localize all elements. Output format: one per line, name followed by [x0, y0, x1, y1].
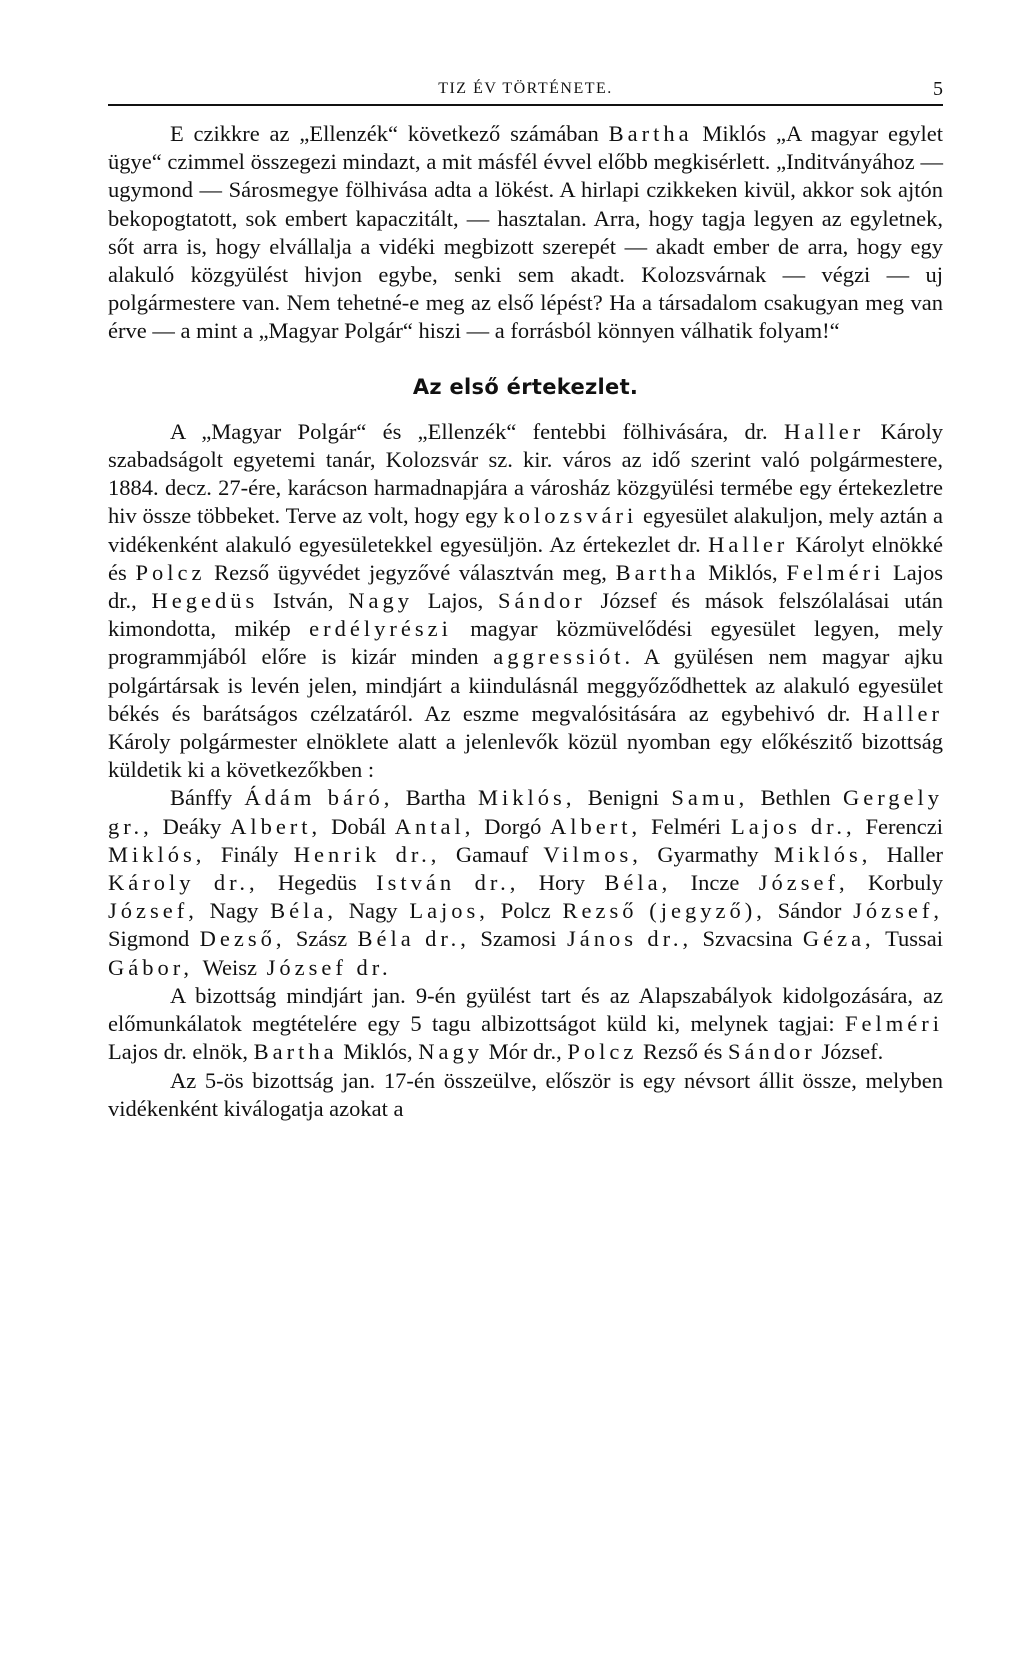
page-number: 5: [933, 78, 943, 100]
spaced-emphasis: Vilmos,: [528, 841, 658, 867]
text-run: Károly polgármester elnöklete alatt a jelenlevők közül nyomban egy előkészitő bizottság küldetik ki a következőkben :: [108, 729, 943, 783]
spaced-emphasis: Haller: [708, 531, 789, 557]
spaced-emphasis: Géza,: [792, 926, 886, 952]
text-run: E czikkre az „Ellenzék“ következő számában: [170, 121, 609, 146]
spaced-emphasis: Hegedüs: [151, 588, 259, 614]
spaced-emphasis: Haller: [784, 418, 865, 444]
text-run: Finály: [220, 841, 279, 867]
text-run: Incze: [690, 870, 740, 896]
spaced-emphasis: Béla,: [258, 898, 349, 924]
text-run: Gyarmathy: [657, 841, 759, 867]
spaced-emphasis: Gábor,: [108, 954, 203, 980]
text-run: József.: [815, 1039, 884, 1065]
text-run: Az 5-ös bizottság jan. 17-én összeülve, először is egy névsort állit össze, melyben vidékenként kiválogatja azokat a: [108, 1067, 943, 1121]
text-run: magyar közmüvelődési egyesület legyen, mely programmjából előre is kizár minden: [108, 616, 943, 670]
text-run: Lajos dr.,: [108, 559, 943, 614]
spaced-emphasis: Polcz: [135, 559, 206, 585]
text-run: Rezső és: [637, 1039, 728, 1065]
text-run: A „Magyar Polgár“ és „Ellenzék“ fentebbi fölhivására, dr.: [170, 418, 784, 444]
spaced-emphasis: Nagy: [418, 1039, 483, 1065]
text-run: Ferenczi: [865, 813, 943, 839]
text-run: Szász: [295, 926, 348, 952]
running-title: TIZ ÉV TÖRTÉNETE.: [438, 80, 613, 97]
spaced-emphasis: József dr.: [257, 954, 392, 980]
spaced-emphasis: Sándor: [727, 1039, 816, 1065]
spaced-emphasis: Antal,: [386, 813, 485, 839]
text-run: Rezső ügyvédet jegyzővé választván meg,: [205, 559, 616, 585]
spaced-emphasis: József,: [841, 898, 944, 924]
text-run: Miklós,: [337, 1039, 419, 1065]
spaced-emphasis: Haller: [862, 700, 943, 726]
text-run: Benigni: [587, 785, 660, 811]
spaced-emphasis: Samu,: [659, 785, 761, 811]
spaced-emphasis: Rezső (jegyző),: [550, 898, 778, 924]
text-run: Tussai: [885, 926, 944, 952]
text-run: Szamosi: [480, 926, 557, 952]
text-run: Felméri: [651, 813, 722, 839]
text-run: Miklós,: [699, 559, 787, 585]
paragraph: [108, 1067, 943, 1123]
spaced-emphasis: aggressiót: [493, 644, 625, 670]
spaced-emphasis: József,: [108, 898, 210, 924]
spaced-emphasis: Sándor: [498, 588, 586, 614]
spaced-emphasis: kolozsvári: [503, 503, 638, 529]
text-run: A bizottság mindjárt jan. 9-én gyülést tart és az Alapszabályok kidolgozására, az előmunkálatok megtételére egy 5 tagu albizottságot küld ki, melynek tagjai:: [108, 982, 943, 1037]
paragraph: [108, 784, 943, 981]
spaced-emphasis: Lajos,: [397, 898, 501, 924]
spaced-emphasis: Bartha: [608, 121, 693, 146]
spaced-emphasis: Bartha: [615, 559, 700, 585]
body-text: [108, 120, 943, 1123]
text-run: Miklós „A magyar egylet ügye“ czimmel összegezi mindazt, a mit másfél évvel előbb megkisérlett. „Inditványához — ugymond — Sárosmegye fölhivása adta a lökést. A hirlapi czikkeken kivül, akkor sok ajtón bekopogtatott, sok embert kapaczitált, — hasztalan. Arra, hogy tagja legyen az egyletnek, sőt arra is, hogy elvállalja a vidéki megbizott szerepét — akadt ember de arra, hogy egy alakuló közgyülést hivjon egybe, senki sem akadt. Kolozsvárnak — végzi — uj polgármestere van. Nem tehetné-e meg az első lépést? Ha a társadalom csakugyan meg van érve — a mint a „Magyar Polgár“ hiszi — a forrásból könnyen válhatik folyam!“: [108, 121, 943, 344]
text-run: Hegedüs: [278, 870, 357, 896]
text-run: Nagy: [209, 898, 259, 924]
spaced-emphasis: Felméri: [845, 1011, 943, 1037]
spaced-emphasis: erdélyrészi: [309, 616, 452, 642]
spaced-emphasis: Dezső,: [189, 926, 296, 952]
book-page: [108, 78, 943, 1123]
text-run: . A gyülésen nem magyar ajku polgártársak is levén jelen, mindjárt a kiindulásnál meggyőződhettek az alakuló egyesület békés és barátságos czélzatáról. Az eszme megvalósitására az egybehivó dr.: [108, 644, 943, 726]
spaced-emphasis: Béla,: [584, 870, 691, 896]
spaced-emphasis: Henrik dr.,: [278, 841, 456, 867]
paragraph: [108, 120, 943, 346]
spaced-emphasis: Albert,: [541, 813, 652, 839]
text-run: Dobál: [331, 813, 387, 839]
spaced-emphasis: Béla dr.,: [347, 926, 481, 952]
text-run: Mór dr.,: [482, 1039, 568, 1065]
spaced-emphasis: Miklós,: [108, 841, 221, 867]
text-run: József és mások felszólalásai után kimondotta, mikép: [108, 588, 943, 642]
text-run: Sándor: [777, 898, 842, 924]
text-run: Hory: [538, 870, 585, 896]
paragraph: [108, 982, 943, 1067]
spaced-emphasis: István dr.,: [356, 870, 539, 896]
running-header: [108, 78, 943, 106]
section-heading: Az első értekezlet.: [412, 374, 639, 399]
text-run: Dorgó: [484, 813, 542, 839]
spaced-emphasis: Ádám báró,: [232, 785, 406, 811]
text-run: Korbuly: [868, 870, 944, 896]
spaced-emphasis: János dr.,: [556, 926, 703, 952]
spaced-emphasis: Bartha: [253, 1039, 338, 1065]
text-run: Bartha: [405, 785, 466, 811]
spaced-emphasis: Polcz: [567, 1039, 638, 1065]
text-run: egyesület alakuljon, mely aztán a vidékenként alakuló egyesületekkel egyesüljön. Az értekezlet dr.: [108, 503, 943, 557]
spaced-emphasis: Albert,: [221, 813, 332, 839]
spaced-emphasis: Miklós,: [758, 841, 887, 867]
spaced-emphasis: Felméri: [786, 559, 885, 585]
paragraph: [108, 418, 943, 785]
text-run: Sigmond: [108, 926, 190, 952]
spaced-emphasis: Miklós,: [465, 785, 588, 811]
text-run: Bánffy: [170, 785, 233, 811]
text-run: Bethlen: [760, 785, 831, 811]
text-run: Gamauf: [455, 841, 529, 867]
spaced-emphasis: Lajos dr.,: [721, 813, 866, 839]
spaced-emphasis: Nagy: [348, 588, 413, 614]
text-run: István,: [258, 588, 349, 614]
spaced-emphasis: Gergely gr.,: [108, 785, 944, 839]
text-run: Deáky: [162, 813, 222, 839]
text-run: Károly szabadságolt egyetemi tanár, Kolozsvár sz. kir. város az idő szerint való polgármestere, 1884. decz. 27-ére, karácson harmadnapjára a városház közgyülési termébe egy értekezletre hiv össze többeket. Terve az volt, hogy egy: [108, 418, 944, 529]
text-run: Weisz: [202, 954, 257, 980]
text-run: Szvacsina: [702, 926, 793, 952]
text-run: Haller: [886, 841, 943, 867]
spaced-emphasis: József,: [739, 870, 869, 896]
text-run: Nagy: [348, 898, 398, 924]
text-run: Lajos dr. elnök,: [108, 1039, 254, 1065]
text-run: Lajos,: [412, 588, 499, 614]
text-run: Károlyt elnökké és: [108, 531, 943, 585]
text-run: Polcz: [500, 898, 551, 924]
spaced-emphasis: Károly dr.,: [108, 870, 279, 896]
